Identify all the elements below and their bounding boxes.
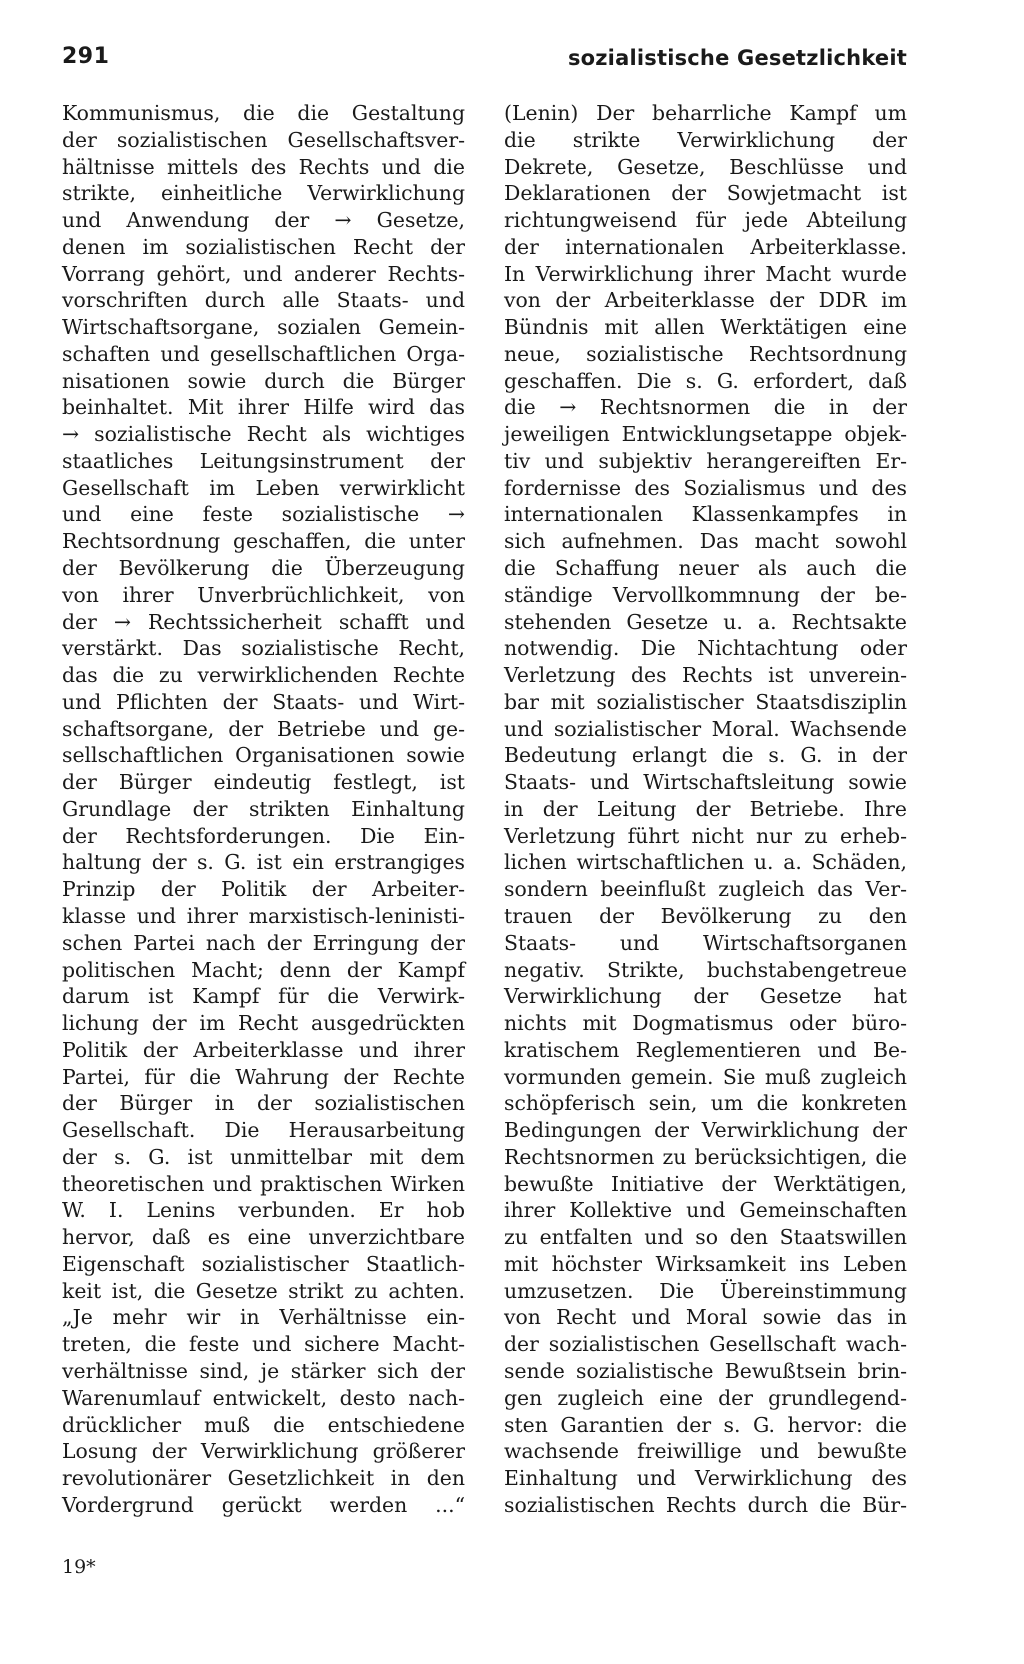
text-column-right	[504, 100, 907, 1519]
running-head: sozialistische Gesetzlichkeit	[567, 46, 907, 70]
text-line: die Schaffung neuer als auch die	[504, 556, 907, 581]
text-line: beinhaltet. Mit ihrer Hilfe wird das	[62, 395, 465, 420]
text-line: vormunden gemein. Sie muß zugleich	[504, 1064, 907, 1089]
text-line: ständige Vervollkommnung der be-	[504, 582, 907, 607]
text-line: kratischem Reglementieren und Be-	[504, 1037, 907, 1062]
text-line: theoretischen und praktischen Wirken	[62, 1171, 465, 1196]
text-line: gen zugleich eine der grundlegend-	[504, 1385, 907, 1410]
text-line: Vordergrund gerückt werden ...“	[62, 1492, 465, 1517]
text-line: fordernisse des Sozialismus und des	[504, 475, 907, 500]
text-line: internationalen Klassenkampfes in	[504, 502, 907, 527]
text-line: Prinzip der Politik der Arbeiter-	[62, 877, 465, 902]
text-line: ihrer Kollektive und Gemeinschaften	[504, 1198, 907, 1223]
text-line: Bündnis mit allen Werktätigen eine	[504, 315, 907, 340]
text-line: und sozialistischer Moral. Wachsende	[504, 716, 907, 741]
text-line: lichung der im Recht ausgedrückten	[62, 1011, 465, 1036]
text-line: nichts mit Dogmatismus oder büro-	[504, 1011, 907, 1036]
text-line: Rechtsordnung geschaffen, die unter	[62, 529, 465, 554]
text-line: geschaffen. Die s. G. erfordert, daß	[504, 368, 907, 393]
text-line: schaften und gesellschaftlichen Orga-	[62, 341, 465, 366]
text-line: mit höchster Wirksamkeit ins Leben	[504, 1251, 907, 1276]
text-line: Partei, für die Wahrung der Rechte	[62, 1064, 465, 1089]
text-line: die strikte Verwirklichung der	[504, 127, 907, 152]
text-line: Eigenschaft sozialistischer Staatlich-	[62, 1251, 465, 1276]
text-column-left	[62, 100, 465, 1519]
text-line: der sozialistischen Gesellschaft wach-	[504, 1332, 907, 1357]
printer-signature: 19*	[62, 1556, 96, 1578]
text-line: und eine feste sozialistische →	[62, 502, 465, 527]
text-line: keit ist, die Gesetze strikt zu achten.	[62, 1278, 465, 1303]
text-line: der Bürger in der sozialistischen	[62, 1091, 465, 1116]
text-line: klasse und ihrer marxistisch-leninisti-	[62, 903, 465, 928]
text-line: die → Rechtsnormen die in der	[504, 395, 907, 420]
text-line: Bedeutung erlangt die s. G. in der	[504, 743, 907, 768]
text-line: → sozialistische Recht als wichtiges	[62, 422, 465, 447]
text-line: wachsende freiwillige und bewußte	[504, 1439, 907, 1464]
text-line: der sozialistischen Gesellschaftsver-	[62, 127, 465, 152]
text-line: in der Leitung der Betriebe. Ihre	[504, 796, 907, 821]
text-line: schen Partei nach der Erringung der	[62, 930, 465, 955]
text-line: bar mit sozialistischer Staatsdisziplin	[504, 689, 907, 714]
text-line: umzusetzen. Die Übereinstimmung	[504, 1278, 907, 1303]
text-line: Warenumlauf entwickelt, desto nach-	[62, 1385, 465, 1410]
text-line: lichen wirtschaftlichen u. a. Schäden,	[504, 850, 907, 875]
text-line: sende sozialistische Bewußtsein brin-	[504, 1358, 907, 1383]
text-line: notwendig. Die Nichtachtung oder	[504, 636, 907, 661]
text-line: von Recht und Moral sowie das in	[504, 1305, 907, 1330]
text-line: staatliches Leitungsinstrument der	[62, 448, 465, 473]
text-line: Verletzung führt nicht nur zu erheb-	[504, 823, 907, 848]
text-line: vorschriften durch alle Staats- und	[62, 288, 465, 313]
text-line: sozialistischen Rechts durch die Bür-	[504, 1492, 907, 1517]
text-line: Verwirklichung der Gesetze hat	[504, 984, 907, 1009]
text-line: politischen Macht; denn der Kampf	[62, 957, 465, 982]
text-line: denen im sozialistischen Recht der	[62, 234, 465, 259]
text-line: der s. G. ist unmittelbar mit dem	[62, 1144, 465, 1169]
text-line: sondern beeinflußt zugleich das Ver-	[504, 877, 907, 902]
text-line: der Bürger eindeutig festlegt, ist	[62, 770, 465, 795]
text-line: Bedingungen der Verwirklichung der	[504, 1118, 907, 1143]
text-line: tiv und subjektiv herangereiften Er-	[504, 448, 907, 473]
text-line: verhältnisse sind, je stärker sich der	[62, 1358, 465, 1383]
text-line: In Verwirklichung ihrer Macht wurde	[504, 261, 907, 286]
text-line: und Pflichten der Staats- und Wirt-	[62, 689, 465, 714]
text-line: Gesellschaft im Leben verwirklicht	[62, 475, 465, 500]
text-line: zu entfalten und so den Staatswillen	[504, 1225, 907, 1250]
text-line: Wirtschaftsorgane, sozialen Gemein-	[62, 315, 465, 340]
text-line: neue, sozialistische Rechtsordnung	[504, 341, 907, 366]
text-line: hältnisse mittels des Rechts und die	[62, 154, 465, 179]
text-line: Deklarationen der Sowjetmacht ist	[504, 181, 907, 206]
text-line: Grundlage der strikten Einhaltung	[62, 796, 465, 821]
text-line: von ihrer Unverbrüchlichkeit, von	[62, 582, 465, 607]
text-line: darum ist Kampf für die Verwirk-	[62, 984, 465, 1009]
text-line: Staats- und Wirtschaftsleitung sowie	[504, 770, 907, 795]
text-line: verstärkt. Das sozialistische Recht,	[62, 636, 465, 661]
text-line: treten, die feste und sichere Macht-	[62, 1332, 465, 1357]
text-line: sellschaftlichen Organisationen sowie	[62, 743, 465, 768]
text-line: bewußte Initiative der Werktätigen,	[504, 1171, 907, 1196]
text-line: haltung der s. G. ist ein erstrangiges	[62, 850, 465, 875]
text-line: stehenden Gesetze u. a. Rechtsakte	[504, 609, 907, 634]
text-line: Staats- und Wirtschaftsorganen	[504, 930, 907, 955]
text-line: sich aufnehmen. Das macht sowohl	[504, 529, 907, 554]
text-line: der Bevölkerung die Überzeugung	[62, 556, 465, 581]
text-line: Dekrete, Gesetze, Beschlüsse und	[504, 154, 907, 179]
text-line: schöpferisch sein, um die konkreten	[504, 1091, 907, 1116]
text-line: und Anwendung der → Gesetze,	[62, 208, 465, 233]
text-line: Politik der Arbeiterklasse und ihrer	[62, 1037, 465, 1062]
text-line: negativ. Strikte, buchstabengetreue	[504, 957, 907, 982]
text-line: Verletzung des Rechts ist unverein-	[504, 663, 907, 688]
text-line: „Je mehr wir in Verhältnisse ein-	[62, 1305, 465, 1330]
text-line: der Rechtsforderungen. Die Ein-	[62, 823, 465, 848]
text-line: richtungweisend für jede Abteilung	[504, 208, 907, 233]
text-line: drücklicher muß die entschiedene	[62, 1412, 465, 1437]
text-line: nisationen sowie durch die Bürger	[62, 368, 465, 393]
text-line: revolutionärer Gesetzlichkeit in den	[62, 1466, 465, 1491]
page-number: 291	[62, 44, 110, 69]
text-line: W. I. Lenins verbunden. Er hob	[62, 1198, 465, 1223]
text-line: der → Rechtssicherheit schafft und	[62, 609, 465, 634]
text-line: strikte, einheitliche Verwirklichung	[62, 181, 465, 206]
text-line: trauen der Bevölkerung zu den	[504, 903, 907, 928]
text-line: Einhaltung und Verwirklichung des	[504, 1466, 907, 1491]
text-line: sten Garantien der s. G. hervor: die	[504, 1412, 907, 1437]
text-line: Vorrang gehört, und anderer Rechts-	[62, 261, 465, 286]
text-line: schaftsorgane, der Betriebe und ge-	[62, 716, 465, 741]
text-line: Gesellschaft. Die Herausarbeitung	[62, 1118, 465, 1143]
text-line: von der Arbeiterklasse der DDR im	[504, 288, 907, 313]
text-line: (Lenin) Der beharrliche Kampf um	[504, 101, 907, 125]
text-line: Rechtsnormen zu berücksichtigen, die	[504, 1144, 907, 1169]
text-line: jeweiligen Entwicklungsetappe objek-	[504, 422, 907, 447]
text-line: hervor, daß es eine unverzichtbare	[62, 1225, 465, 1250]
text-line: Kommunismus, die die Gestaltung	[62, 101, 465, 125]
text-line: der internationalen Arbeiterklasse.	[504, 234, 907, 259]
text-line: das die zu verwirklichenden Rechte	[62, 663, 465, 688]
text-line: Losung der Verwirklichung größerer	[62, 1439, 465, 1464]
